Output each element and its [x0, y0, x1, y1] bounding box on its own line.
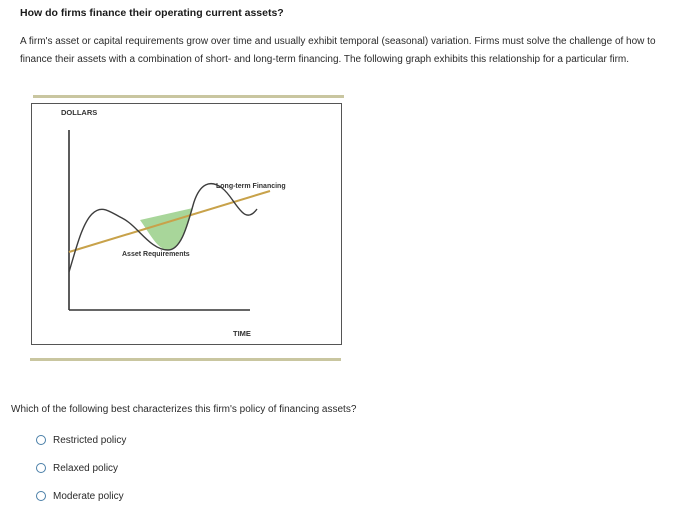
option-relaxed-policy[interactable]: [36, 459, 118, 477]
option-label: Relaxed policy: [53, 462, 119, 474]
x-axis-label: TIME: [233, 329, 251, 338]
radio-button[interactable]: [36, 463, 46, 473]
financing-chart: [32, 104, 343, 346]
y-axis-label: DOLLARS: [61, 108, 98, 117]
question-title: How do firms finance their operating current assets?: [20, 7, 284, 19]
option-label: Restricted policy: [53, 434, 127, 446]
divider-top: [33, 95, 344, 98]
radio-button[interactable]: [36, 435, 46, 445]
intro-line-2: finance their assets with a combination of short- and long-term financing. The following graph exhibits this relationship for a particular firm.: [20, 54, 630, 65]
radio-button[interactable]: [36, 491, 46, 501]
intro-line-1: A firm's asset or capital requirements grow over time and usually exhibit temporal (seasonal) variation. Firms must solve the challenge of how to: [20, 36, 656, 47]
long-term-financing-label: Long-term Financing: [216, 183, 286, 190]
intro-text: [20, 33, 692, 69]
asset-requirements-label: Asset Requirements: [122, 251, 190, 258]
option-restricted-policy[interactable]: [36, 431, 126, 449]
option-label: Moderate policy: [53, 490, 124, 502]
chart-frame: [31, 103, 342, 345]
option-moderate-policy[interactable]: [36, 487, 124, 505]
divider-bottom: [30, 358, 341, 361]
question-prompt: Which of the following best characterizes this firm's policy of financing assets?: [11, 404, 357, 415]
